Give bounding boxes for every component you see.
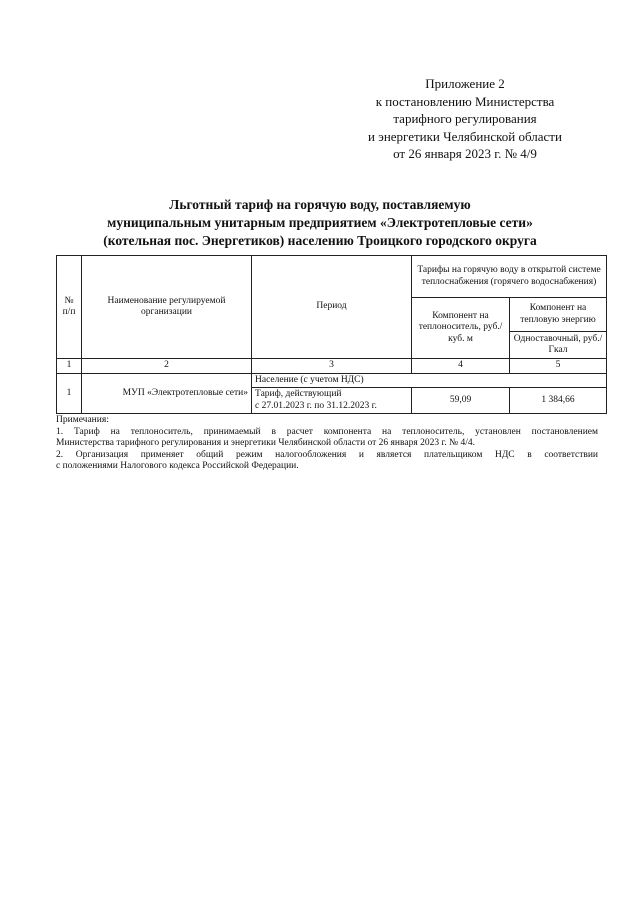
note-1-line1: 1. Тариф на теплоноситель, принимаемый в расчет компонента на теплоноситель, установлен постановлением (56, 426, 598, 437)
column-number: 3 (252, 359, 412, 374)
appendix-line: Приложение 2 (425, 76, 505, 91)
header-tariffs-group: Тарифы на горячую воду в открытой системе теплоснабжения (горячего водоснабжения) (412, 256, 607, 298)
row-energy-value: 1 384,66 (510, 388, 607, 414)
column-number: 5 (510, 359, 607, 374)
row-carrier-value: 59,09 (412, 388, 510, 414)
title-line: Льготный тариф на горячую воду, поставляемую (169, 197, 471, 212)
column-number: 4 (412, 359, 510, 374)
row-org: МУП «Электротепловые сети» (82, 373, 252, 414)
note-1-line2: Министерства тарифного регулирования и энергетики Челябинской области от 26 января 2023 г. № 4/4. (56, 438, 475, 448)
tariff-table (56, 255, 607, 414)
column-number: 1 (57, 359, 82, 374)
row-period-line2: с 27.01.2023 г. по 31.12.2023 г. (255, 400, 377, 411)
notes-heading: Примечания: (56, 415, 109, 425)
header-carrier: Компонент на теплоноситель, руб./куб. м (412, 298, 510, 359)
appendix-line: тарифного регулирования (393, 111, 537, 126)
header-single-rate: Одноставочный, руб./Гкал (510, 332, 607, 359)
header-num: № п/п (57, 256, 82, 359)
notes (56, 415, 598, 473)
header-org: Наименование регулируемой организации (82, 256, 252, 359)
title-line: муниципальным унитарным предприятием «Электротепловые сети» (107, 215, 533, 230)
row-num: 1 (57, 373, 82, 414)
row-category: Население (с учетом НДС) (252, 373, 607, 388)
appendix-line: и энергетики Челябинской области (368, 128, 562, 144)
header-period: Период (252, 256, 412, 359)
row-period-line1: Тариф, действующий (255, 389, 342, 399)
note-2-line2: с положениями Налогового кодекса Российской Федерации. (56, 461, 299, 471)
row-period (252, 388, 412, 414)
appendix-line: от 26 января 2023 г. № 4/9 (393, 146, 537, 161)
appendix-header (330, 75, 600, 163)
header-energy: Компонент на тепловую энергию (510, 298, 607, 332)
table-row (57, 373, 607, 388)
note-2-line1: 2. Организация применяет общий режим налогообложения и является плательщиком НДС в соответствии (56, 449, 598, 460)
title-line: (котельная пос. Энергетиков) населению Троицкого городского округа (103, 233, 537, 248)
column-number: 2 (82, 359, 252, 374)
appendix-line: к постановлению Министерства (375, 93, 555, 109)
document-title (30, 196, 610, 250)
